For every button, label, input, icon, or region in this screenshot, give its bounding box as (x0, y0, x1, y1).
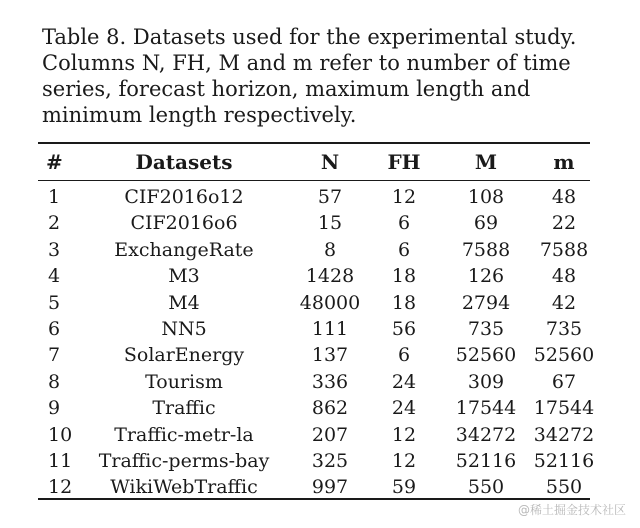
header-fh: FH (387, 150, 421, 174)
cell-index: 5 (48, 291, 61, 314)
cell-dataset: M3 (168, 265, 200, 288)
cell-n: 1428 (305, 265, 355, 288)
table-row (38, 474, 590, 500)
cell-max-length: 550 (467, 476, 505, 499)
cell-fh: 24 (391, 370, 417, 393)
table-row (38, 395, 595, 421)
cell-n: 15 (317, 212, 343, 235)
cell-min-length: 42 (551, 291, 577, 314)
table-row (38, 263, 590, 289)
table-row (38, 369, 590, 395)
cell-dataset: CIF2016o6 (130, 212, 238, 235)
cell-max-length: 735 (467, 317, 505, 340)
cell-min-length: 48 (551, 186, 577, 208)
cell-min-length: 34272 (533, 423, 595, 446)
cell-fh: 12 (391, 186, 417, 208)
cell-index: 11 (48, 449, 73, 472)
cell-index: 7 (48, 344, 61, 367)
cell-max-length: 7588 (461, 238, 511, 261)
cell-fh: 18 (391, 291, 417, 314)
cell-dataset: SolarEnergy (123, 344, 245, 367)
cell-min-length: 52116 (533, 449, 595, 472)
cell-fh: 6 (397, 344, 411, 367)
cell-dataset: NN5 (161, 317, 207, 340)
cell-fh: 12 (391, 449, 417, 472)
cell-min-length: 735 (545, 317, 583, 340)
header-index: # (46, 150, 63, 174)
cell-min-length: 22 (551, 212, 577, 235)
cell-min-length: 17544 (533, 397, 595, 420)
cell-fh: 24 (391, 397, 417, 420)
cell-dataset: Traffic (152, 397, 216, 420)
cell-max-length: 52116 (455, 449, 517, 472)
table-row (38, 422, 595, 448)
cell-fh: 6 (397, 212, 411, 235)
cell-min-length: 67 (551, 370, 577, 393)
cell-max-length: 2794 (461, 291, 511, 314)
cell-n: 48000 (299, 291, 361, 314)
header-rule (38, 180, 590, 181)
cell-max-length: 52560 (455, 344, 517, 367)
cell-min-length: 550 (545, 476, 583, 499)
cell-n: 997 (311, 476, 349, 499)
cell-max-length: 69 (473, 212, 499, 235)
header-min-length: m (553, 150, 575, 174)
cell-fh: 6 (397, 238, 411, 261)
cell-dataset: CIF2016o12 (124, 186, 244, 208)
header-datasets: Datasets (135, 150, 233, 174)
cell-n: 8 (323, 238, 337, 261)
table-caption: Table 8. Datasets used for the experimental study. Columns N, FH, M and m refer to number of time series, forecast horizon, maximum length and minimum length respectively. (42, 25, 577, 127)
cell-fh: 59 (391, 476, 417, 499)
cell-index: 9 (48, 397, 61, 420)
cell-dataset: M4 (168, 291, 200, 314)
cell-max-length: 126 (467, 265, 505, 288)
cell-fh: 56 (391, 317, 417, 340)
header-max-length: M (474, 150, 498, 174)
cell-dataset: ExchangeRate (114, 238, 254, 261)
cell-dataset: Tourism (145, 370, 223, 393)
cell-dataset: Traffic-perms-bay (98, 449, 270, 472)
cell-n: 207 (311, 423, 349, 446)
cell-index: 2 (48, 212, 61, 235)
table-body (38, 184, 595, 501)
cell-index: 3 (48, 238, 61, 261)
cell-max-length: 17544 (455, 397, 517, 420)
watermark: @稀土掘金技术社区 (517, 503, 626, 517)
table-header-row (38, 150, 590, 178)
table-row (38, 290, 590, 316)
top-rule (38, 142, 590, 144)
cell-n: 111 (311, 317, 349, 340)
table-row (38, 342, 595, 368)
cell-index: 6 (48, 317, 61, 340)
cell-min-length: 48 (551, 265, 577, 288)
cell-index: 12 (48, 476, 73, 499)
cell-max-length: 108 (467, 186, 505, 208)
cell-fh: 18 (391, 265, 417, 288)
cell-index: 10 (48, 423, 73, 446)
cell-index: 1 (48, 186, 61, 208)
table-row (38, 316, 590, 342)
table-row (38, 237, 590, 263)
cell-index: 8 (48, 370, 61, 393)
cell-n: 862 (311, 397, 349, 420)
table-row (38, 448, 595, 474)
cell-index: 4 (48, 265, 61, 288)
cell-fh: 12 (391, 423, 417, 446)
cell-min-length: 7588 (539, 238, 589, 261)
cell-n: 336 (311, 370, 349, 393)
table-row (38, 184, 590, 210)
cell-dataset: Traffic-metr-la (114, 423, 254, 446)
cell-max-length: 309 (467, 370, 505, 393)
cell-n: 137 (311, 344, 349, 367)
cell-n: 57 (317, 186, 343, 208)
table-row (38, 210, 590, 236)
cell-min-length: 52560 (533, 344, 595, 367)
cell-n: 325 (311, 449, 349, 472)
header-n: N (320, 150, 340, 174)
bottom-rule (38, 498, 590, 500)
cell-dataset: WikiWebTraffic (110, 476, 258, 499)
cell-max-length: 34272 (455, 423, 517, 446)
